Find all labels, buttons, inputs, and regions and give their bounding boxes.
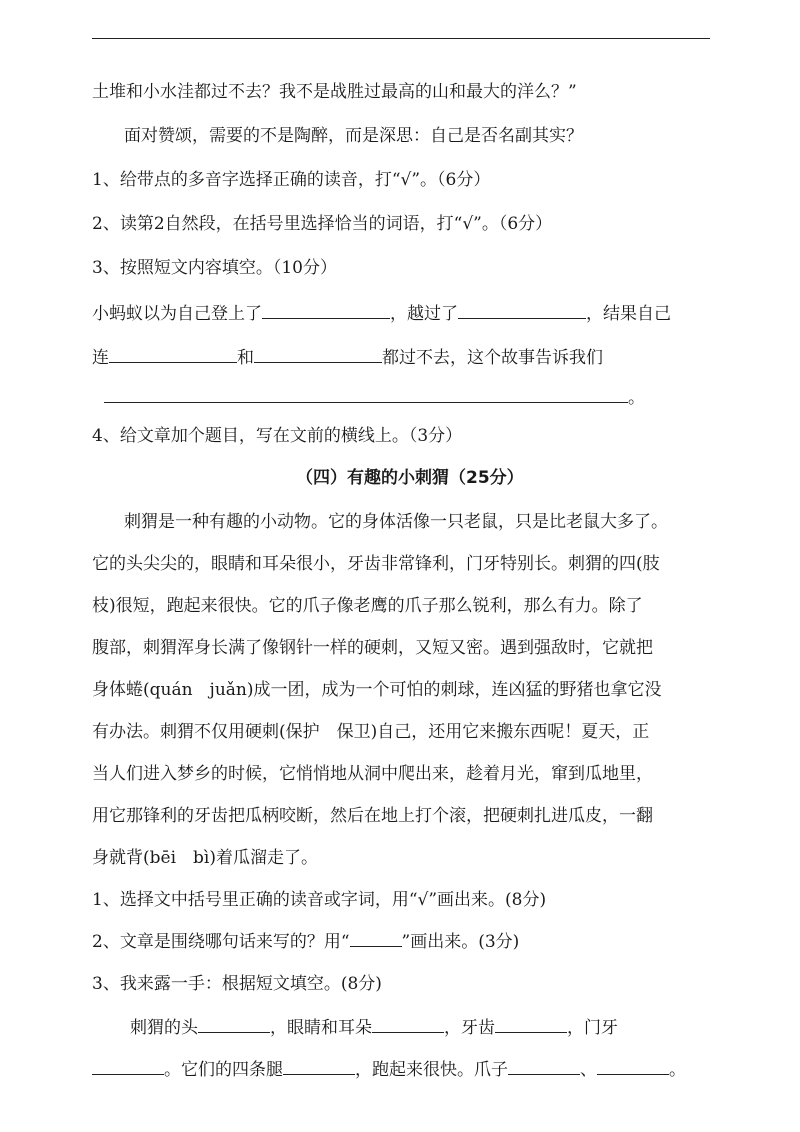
fill-text-c: ，结果自己 — [586, 304, 671, 324]
hedgehog-fill-1: 刺猬的头 — [130, 1018, 198, 1038]
hedgehog-fill-8: 。 — [669, 1060, 686, 1080]
fill-end: 。 — [628, 388, 645, 408]
fill-text-b: ，越过了 — [390, 304, 458, 324]
answer-blank-4[interactable] — [254, 344, 382, 363]
paragraph-line-8: 用它那锋利的牙齿把瓜柄咬断，然后在地上打个滚，把硬刺扎进瓜皮，一翻 — [92, 806, 653, 826]
hedgehog-blank-2[interactable] — [372, 1014, 444, 1033]
answer-blank-5[interactable] — [104, 384, 628, 403]
paragraph-line-7: 当人们进入梦乡的时候，它悄悄地从洞中爬出来，趁着月光，窜到瓜地里， — [92, 764, 653, 784]
underline-mark — [350, 930, 402, 947]
paragraph-line-5: 身体蜷(quán juǎn)成一团，成为一个可怕的刺球，连凶猛的野猪也拿它没 — [92, 680, 662, 700]
question-2: 2、读第2自然段，在括号里选择恰当的词语，打“√”。（6分） — [92, 214, 553, 234]
hedgehog-fill-5: 。它们的四条腿 — [164, 1060, 283, 1080]
hedgehog-fill-4: ，门牙 — [567, 1018, 618, 1038]
fill-line-1 — [92, 300, 671, 326]
question-4: 4、给文章加个题目，写在文前的横线上。（3分） — [92, 426, 463, 446]
fill-text-d: 连 — [92, 348, 109, 368]
hedgehog-fill-3: ，牙齿 — [444, 1018, 495, 1038]
fill-text-f: 都过不去，这个故事告诉我们 — [382, 348, 603, 368]
answer-blank-2[interactable] — [458, 300, 586, 319]
paragraph-line-4: 腹部，刺猬浑身长满了像钢针一样的硬刺，又短又密。遇到强敌时，它就把 — [92, 638, 653, 658]
fill-line-3 — [104, 384, 645, 410]
fill-text-e: 和 — [237, 348, 254, 368]
question-3: 3、按照短文内容填空。（10分） — [92, 258, 337, 278]
paragraph-line-1: 刺猬是一种有趣的小动物。它的身体活像一只老鼠，只是比老鼠大多了。 — [124, 512, 668, 532]
answer-blank-3[interactable] — [109, 344, 237, 363]
question-2-text-b: ”画出来。(3分) — [401, 932, 520, 952]
paragraph-line-9: 身就背(bēi bì)着瓜溜走了。 — [92, 848, 318, 868]
section-4-question-1: 1、选择文中括号里正确的读音或字词，用“√”画出来。(8分) — [92, 890, 547, 910]
hedgehog-blank-4[interactable] — [92, 1056, 164, 1075]
section-4-question-2 — [92, 930, 519, 954]
hedgehog-blank-3[interactable] — [495, 1014, 567, 1033]
section-4-question-3: 3、我来露一手：根据短文填空。(8分) — [92, 974, 382, 994]
fill-line-2 — [92, 344, 603, 370]
hedgehog-fill-line-1 — [130, 1014, 618, 1040]
hedgehog-blank-5[interactable] — [283, 1056, 355, 1075]
top-rule — [92, 38, 710, 39]
paragraph-line-2: 它的头尖尖的，眼睛和耳朵很小，牙齿非常锋利，门牙特别长。刺猬的四(肢 — [92, 554, 660, 574]
hedgehog-fill-6: ，跑起来很快。爪子 — [355, 1060, 508, 1080]
hedgehog-blank-6[interactable] — [508, 1056, 580, 1075]
question-2-text-a: 2、文章是围绕哪句话来写的？用“ — [92, 932, 350, 952]
paragraph-line-6: 有办法。刺猬不仅用硬刺(保护 保卫)自己，还用它来搬东西呢！夏天，正 — [92, 722, 650, 742]
passage-line-1: 土堆和小水洼都过不去？我不是战胜过最高的山和最大的洋么？” — [92, 82, 577, 102]
hedgehog-blank-1[interactable] — [198, 1014, 270, 1033]
hedgehog-fill-7: 、 — [580, 1060, 597, 1080]
answer-blank-1[interactable] — [262, 300, 390, 319]
passage-line-2: 面对赞颂，需要的不是陶醉，而是深思：自己是否名副其实？ — [124, 126, 583, 146]
section-4-title: （四）有趣的小刺猬（25分） — [296, 468, 524, 488]
paragraph-line-3: 枝)很短，跑起来很快。它的爪子像老鹰的爪子那么锐利，那么有力。除了 — [92, 596, 643, 616]
fill-text-a: 小蚂蚁以为自己登上了 — [92, 304, 262, 324]
hedgehog-fill-line-2 — [92, 1056, 686, 1082]
hedgehog-blank-7[interactable] — [597, 1056, 669, 1075]
hedgehog-fill-2: ，眼睛和耳朵 — [270, 1018, 372, 1038]
question-1: 1、给带点的多音字选择正确的读音，打“√”。（6分） — [92, 170, 491, 190]
